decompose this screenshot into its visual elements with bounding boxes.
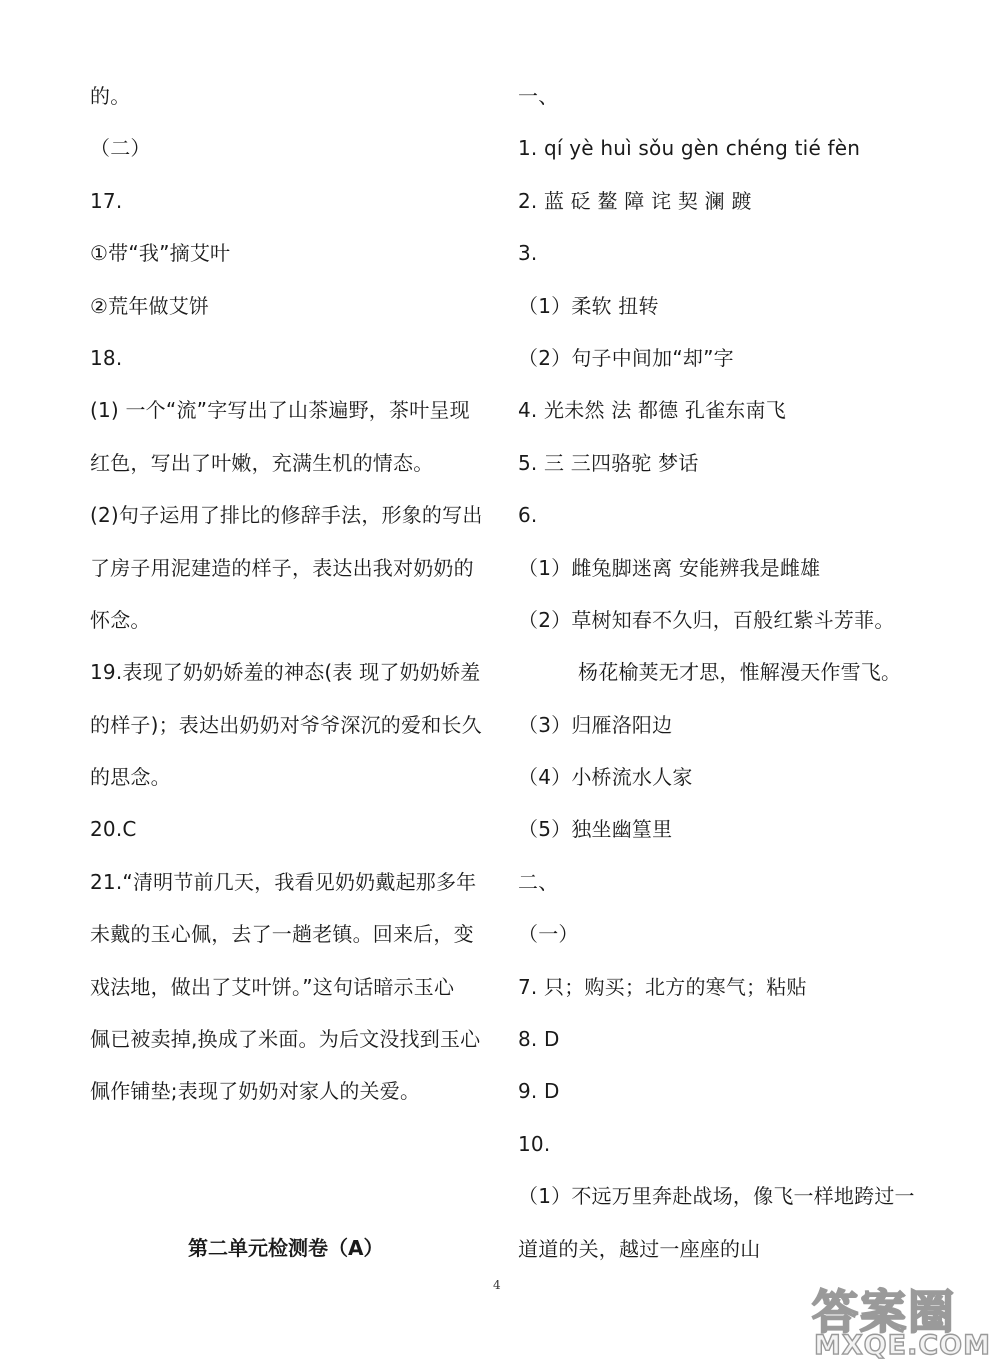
right-line: （3）归雁洛阳边 [518,712,673,737]
right-line: 4. 光未然 法 都德 孔雀东南飞 [518,398,786,423]
left-line: 的。 [90,84,131,108]
right-line: （1）不远万里奔赴战场，像飞一样地跨过一 [518,1184,915,1209]
right-line: 5. 三 三四骆驼 梦话 [518,450,699,475]
section-title: 第二单元检测卷（A） [188,1236,384,1260]
right-line: 9. D [518,1079,560,1104]
watermark [810,1276,996,1366]
right-line: （4）小桥流水人家 [518,765,693,790]
right-line: 道道的关，越过一座座的山 [518,1236,761,1261]
left-line: （二） [90,136,151,161]
right-column [518,70,918,1275]
right-line: 7. 只；购买；北方的寒气；粘贴 [518,974,807,999]
right-line: （2）句子中间加“却”字 [518,345,734,370]
watermark-url: MXQE.COM [814,1330,991,1361]
left-line: ②荒年做艾饼 [90,293,210,318]
right-line: 2. 蓝 砭 鳌 障 诧 契 澜 踱 [518,188,752,213]
right-line: （1）柔软 扭转 [518,293,659,318]
left-line: 21.“清明节前几天，我看见奶奶戴起那多年 [90,869,477,894]
right-line: 3. [518,241,538,266]
right-line: 一、 [518,84,559,108]
left-line: 的思念。 [90,765,171,790]
left-line: 17. [90,188,123,213]
left-line: 怀念。 [90,607,151,632]
left-line: 19.表现了奶奶娇羞的神态(表 现了奶奶娇羞 [90,660,481,685]
watermark-logo: 答案圈 [812,1285,956,1339]
left-line: 未戴的玉心佩，去了一趟老镇。回来后，变 [90,922,474,947]
left-line: 了房子用泥建造的样子，表达出我对奶奶的 [90,555,474,580]
left-line: 佩已被卖掉,换成了米面。为后文没找到玉心 [90,1027,481,1052]
left-line: 20.C [90,817,137,842]
right-line: 10. [518,1131,551,1156]
left-line: (2)句子运用了排比的修辞手法，形象的写出 [90,503,483,528]
left-line: 18. [90,345,123,370]
right-line: 二、 [518,869,559,894]
right-line: （一） [518,922,579,947]
right-line: 6. [518,503,538,528]
left-line: (1) 一个“流”字写出了山茶遍野，茶叶呈现 [90,398,470,423]
right-line: （2）草树知春不久归，百般红紫斗芳菲。 [518,607,895,632]
right-line-poem-continuation: 杨花榆荚无才思，惟解漫天作雪飞。 [578,660,902,685]
left-line: 红色，写出了叶嫩，充满生机的情态。 [90,450,434,475]
right-line: 1. qí yè huì sǒu gèn chéng tié fèn [518,136,861,161]
right-line: （1）雌兔脚迷离 安能辨我是雌雄 [518,555,821,580]
left-line: 的样子)；表达出奶奶对爷爷深沉的爱和长久 [90,712,482,737]
left-line: 戏法地，做出了艾叶饼。”这句话暗示玉心 [90,974,455,999]
page-number: 4 [493,1278,501,1292]
left-line: 佩作铺垫;表现了奶奶对家人的关爱。 [90,1079,421,1104]
left-line: ①带“我”摘艾叶 [90,241,231,266]
right-line: 8. D [518,1027,560,1052]
left-column [90,70,490,1118]
right-line: （5）独坐幽篁里 [518,817,673,842]
